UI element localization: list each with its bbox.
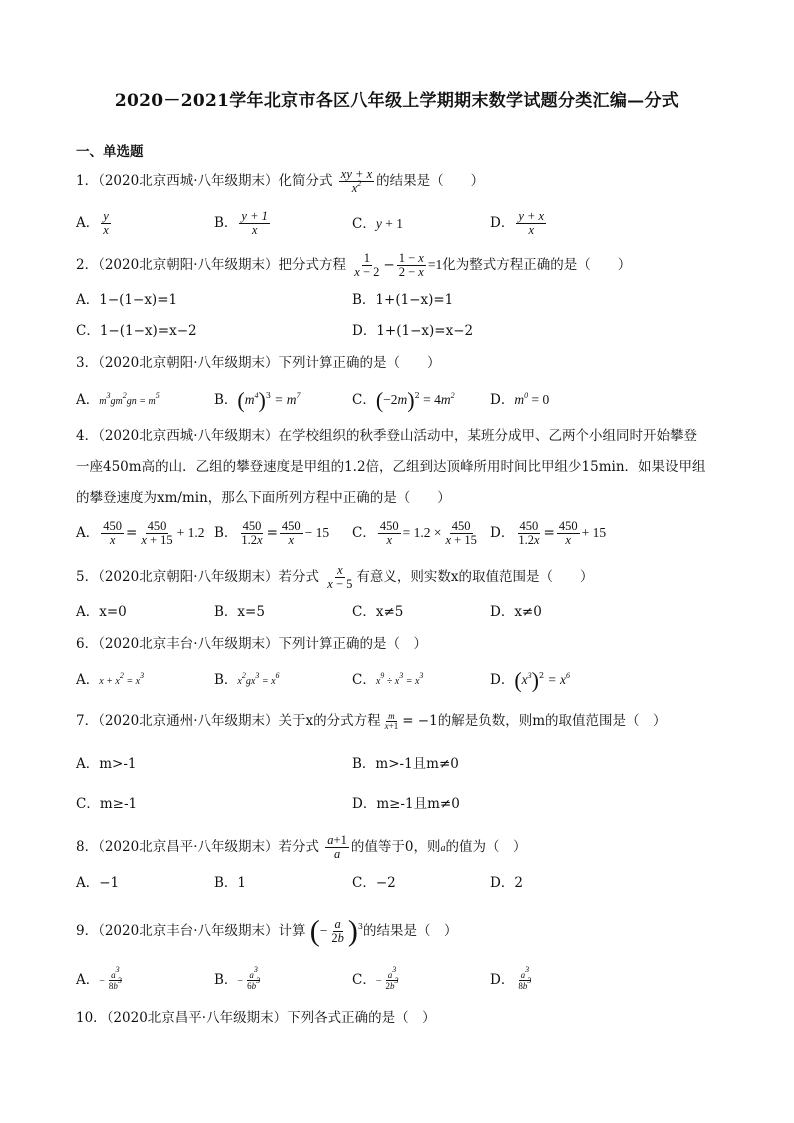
option-1b[interactable]: B． $\frac{y + 1}{x}$ (214, 209, 268, 237)
option-5a[interactable]: A．x=0 (76, 604, 127, 620)
page-title: 2020－2021学年北京市各区八年级上学期期末数学试题分类汇编—分式 (114, 91, 680, 111)
question-9: 9．（2020北京丰台·八年级期末）计算 (− $\frac{a}{2b}$ )$^3$的结果是（ ） (76, 914, 458, 948)
option-2c[interactable]: C．1−(1−x)=x−2 (76, 323, 197, 339)
option-7a[interactable]: A．m>-1 (76, 756, 137, 772)
question-10: 10．（2020北京昌平·八年级期末）下列各式正确的是（ ） (76, 1010, 436, 1026)
section-heading: 一、单选题 (76, 144, 144, 160)
option-6c[interactable]: C．$x^9 \div x^3 = x^3$ (352, 671, 424, 688)
option-1c[interactable]: C．y + 1 (352, 216, 403, 232)
option-4a[interactable]: A． $\frac{450}{x}$ = $\frac{450}{x + 15}$ + 1.2 (76, 519, 205, 547)
option-5c[interactable]: C．x≠5 (352, 604, 404, 620)
option-7d[interactable]: D．m≥-1且m≠0 (352, 796, 460, 812)
option-9c[interactable]: C．− $\frac{a^3}{2b^3}$ (352, 965, 399, 991)
question-5: 5．（2020北京朝阳·八年级期末）若分式 $\frac{x}{x - 5}$ 有意义，则实数x的取值范围是（ ） (76, 563, 594, 591)
option-8b[interactable]: B．1 (214, 875, 247, 891)
option-9d[interactable]: D． $\frac{a^3}{8b^3}$ (490, 965, 532, 991)
question-3: 3．（2020北京朝阳·八年级期末）下列计算正确的是（ ） (76, 355, 441, 371)
option-7b[interactable]: B．m>-1且m≠0 (352, 756, 459, 772)
option-3a[interactable]: A．$m^3gm^2gn = m^5$ (76, 391, 160, 408)
option-3c[interactable]: C．$(-2m)^2 = 4m^2$ (352, 387, 455, 413)
option-1d[interactable]: D． $\frac{y + x}{x}$ (490, 209, 545, 237)
option-4d[interactable]: D． $\frac{450}{1.2x}$ = $\frac{450}{x}$ + 15 (490, 519, 607, 547)
option-4b[interactable]: B． $\frac{450}{1.2x}$ = $\frac{450}{x}$ − 15 (214, 519, 330, 547)
option-5b[interactable]: B．x=5 (214, 604, 265, 620)
fraction-expression: $\frac{xy + x}{x^2}$ (340, 167, 373, 195)
option-2a[interactable]: A．1−(1−x)=1 (76, 292, 178, 308)
option-2d[interactable]: D．1+(1−x)=x−2 (352, 323, 474, 339)
option-6d[interactable]: D．$(x^3)^2 = x^6$ (490, 667, 570, 693)
option-9b[interactable]: B．− $\frac{a^3}{6b^3}$ (214, 965, 261, 991)
option-8a[interactable]: A．−1 (76, 875, 120, 891)
option-8d[interactable]: D．2 (490, 875, 523, 891)
option-7c[interactable]: C．m≥-1 (76, 796, 138, 812)
question-1: 1．（2020北京西城·八年级期末）化简分式 $\frac{xy + x}{x^2}$ 的结果是（ ） (76, 167, 485, 195)
option-8c[interactable]: C．−2 (352, 875, 396, 891)
option-9a[interactable]: A．− $\frac{a^3}{8b^3}$ (76, 965, 122, 991)
question-2: 2．（2020北京朝阳·八年级期末）把分式方程 $\frac{1}{x - 2}$ − $\frac{1 - x}{2 - x}$ =1化为整式方程正确的是（ ） (76, 251, 632, 279)
question-6: 6．（2020北京丰台·八年级期末）下列计算正确的是（ ） (76, 636, 427, 652)
option-1a[interactable]: A． $\frac{y}{x}$ (76, 209, 109, 237)
option-6a[interactable]: A．$x + x^2 = x^3$ (76, 671, 145, 688)
option-2b[interactable]: B．1+(1−x)=1 (352, 292, 454, 308)
option-4c[interactable]: C． $\frac{450}{x}$ = 1.2 × $\frac{450}{x + 15}$ (352, 519, 477, 547)
option-3b[interactable]: B．$(m^4)^3 = m^7$ (214, 387, 301, 413)
option-3d[interactable]: D．$m^0 = 0$ (490, 391, 550, 408)
question-7: 7．（2020北京通州·八年级期末）关于x的分式方程 $\frac{m}{x+1}$ = −1的解是负数，则m的取值范围是（ ） (76, 711, 667, 731)
option-6b[interactable]: B．$x^2gx^3 = x^6$ (214, 671, 280, 688)
question-8: 8．（2020北京昌平·八年级期末）若分式 $\frac{a+1}{a}$ 的值等于0，则a的值为（ ） (76, 833, 527, 861)
option-5d[interactable]: D．x≠0 (490, 604, 542, 620)
question-4: 4．（2020北京西城·八年级期末）在学校组织的秋季登山活动中，某班分成甲、乙两个小组同时开始攀登 一座450m高的山．乙组的攀登速度是甲组的1.2倍，乙组到达顶峰所用时间比甲组少15min．如果设甲组 的攀登速度为xm/min，那么下面所列方程中正确的是（ ） (76, 428, 706, 506)
